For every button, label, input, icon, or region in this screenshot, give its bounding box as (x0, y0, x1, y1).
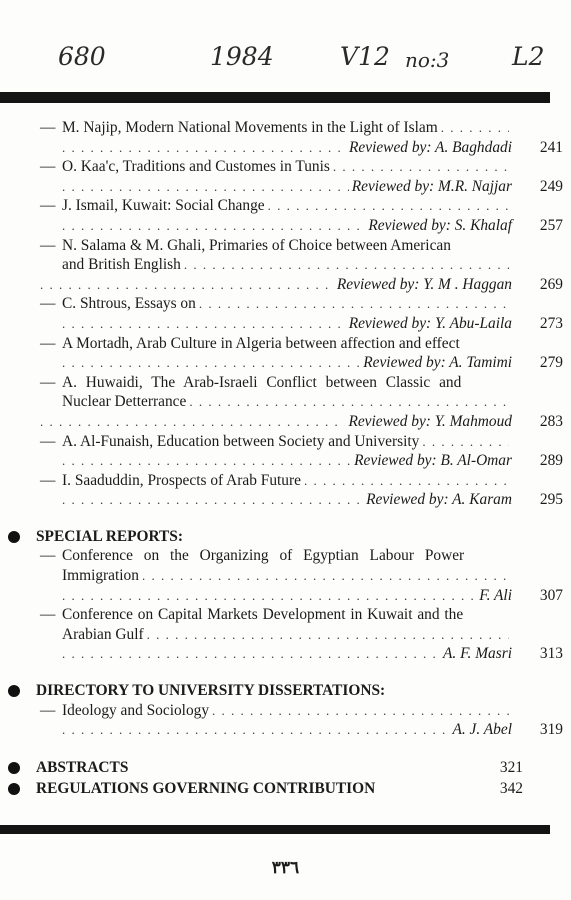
reviewer-line (40, 412, 563, 432)
dot-leader (441, 118, 509, 138)
report-author-line (40, 586, 563, 606)
top-rule (0, 92, 550, 103)
page-number: 283 (539, 412, 563, 430)
dash: — (40, 471, 56, 489)
review-title-cont: and British English (62, 256, 181, 274)
reviewer-name: Reviewed by: A. Baghdadi (349, 138, 512, 156)
review-entry (40, 471, 563, 510)
dash: — (40, 119, 56, 136)
review-title-line (40, 334, 512, 354)
report-title-cont: Immigration (62, 567, 139, 585)
page-number: 319 (539, 721, 563, 739)
review-author-title: M. Najip, Modern National Movements in the Light of Islam (62, 119, 438, 136)
report-title-line (40, 546, 512, 566)
dot-leader (62, 720, 449, 740)
directory-author: A. J. Abel (452, 721, 512, 739)
page-number: 342 (499, 780, 523, 798)
report-author: F. Ali (479, 586, 512, 604)
review-title-line (40, 471, 512, 491)
review-title-line (40, 118, 512, 138)
reviewer-name: Reviewed by: M.R. Najjar (351, 177, 512, 195)
handwritten-code: 680 (58, 42, 106, 71)
section-heading: REGULATIONS GOVERNING CONTRIBUTION (36, 780, 376, 798)
dot-leader (333, 157, 509, 177)
dash: — (40, 158, 56, 176)
reviewer-name: Reviewed by: A. Karam (366, 491, 512, 509)
page-number: 273 (539, 314, 563, 332)
review-title-line (40, 294, 512, 314)
page-number: 321 (499, 758, 523, 776)
review-author-title: C. Shtrous, Essays on (62, 295, 196, 313)
section-heading: SPECIAL REPORTS: (36, 527, 183, 545)
dash: — (40, 197, 56, 215)
dash: — (40, 432, 56, 450)
review-author-title: N. Salama & M. Ghali, Primaries of Choice between American (62, 236, 451, 254)
dot-leader (184, 255, 509, 275)
reviewer-line (40, 216, 563, 236)
bullet-icon (8, 783, 20, 795)
dot-leader (62, 177, 349, 197)
dot-leader (304, 471, 509, 491)
review-title-line (40, 236, 512, 256)
dot-leader (62, 586, 476, 606)
review-title-cont: Nuclear Detterrance (62, 393, 187, 411)
report-title: Conference on the Organizing of Egyptian Labour Power (62, 547, 465, 565)
reviewer-line (40, 353, 563, 373)
reviewer-name: Reviewed by: Y. M . Haggan (336, 275, 512, 293)
reviewer-line (40, 177, 563, 197)
dash: — (40, 606, 56, 624)
bullet-icon (8, 531, 20, 543)
dot-leader (62, 490, 363, 510)
dot-leader (62, 451, 351, 471)
abstracts-section (0, 758, 571, 778)
dot-leader (142, 566, 509, 586)
dash: — (40, 295, 56, 313)
report-entry (40, 605, 563, 664)
review-title-line (40, 196, 512, 216)
page-number: 241 (539, 138, 563, 156)
reviewer-line (40, 275, 563, 295)
reviewer-name: Reviewed by: Y. Mahmoud (348, 412, 512, 430)
review-entry (40, 334, 563, 373)
handwritten-number: no:3 (405, 48, 450, 72)
reviewer-line (40, 138, 563, 158)
review-title-line (40, 432, 512, 452)
directory-author-line (40, 720, 563, 740)
review-author-title: O. Kaa'c, Traditions and Customes in Tunis (62, 158, 330, 176)
review-title-continuation (40, 392, 512, 412)
table-of-contents (0, 118, 571, 799)
page-number: 307 (539, 586, 563, 604)
review-entry (40, 432, 563, 471)
page-number: 279 (539, 354, 563, 372)
review-title-continuation (40, 255, 512, 275)
dot-leader (268, 196, 509, 216)
review-entry (40, 157, 563, 196)
page-number: 249 (539, 177, 563, 195)
directory-section (0, 681, 571, 740)
review-title-line (40, 373, 512, 393)
reviewer-name: Reviewed by: Y. Abu-Laila (348, 314, 512, 332)
page-number: 269 (539, 275, 563, 293)
dash: — (40, 236, 56, 254)
page-number: 257 (539, 216, 563, 234)
review-author-title: J. Ismail, Kuwait: Social Change (62, 197, 265, 215)
dot-leader (62, 314, 346, 334)
review-author-title: A Mortadh, Arab Culture in Algeria between affection and effect (62, 334, 460, 352)
reviewer-line (40, 451, 563, 471)
bullet-icon (8, 762, 20, 774)
dot-leader (189, 392, 509, 412)
review-entry (40, 118, 563, 157)
reviewer-line (40, 314, 563, 334)
reviewer-name: Reviewed by: A. Tamimi (363, 354, 512, 372)
dot-leader (62, 353, 360, 373)
dot-leader (62, 138, 346, 158)
section-heading: DIRECTORY TO UNIVERSITY DISSERTATIONS: (36, 682, 386, 700)
dot-leader (40, 412, 345, 432)
dash: — (40, 701, 56, 719)
handwritten-volume: V12 (340, 42, 390, 71)
reviewer-line (40, 490, 563, 510)
dot-leader (212, 701, 509, 721)
review-author-title: I. Saaduddin, Prospects of Arab Future (62, 471, 301, 489)
special-reports-section (0, 527, 571, 664)
dot-leader (422, 432, 509, 452)
regulations-section (0, 779, 571, 799)
dot-leader (147, 625, 509, 645)
report-author: A. F. Masri (443, 645, 512, 663)
reviewer-name: Reviewed by: B. Al-Omar (354, 452, 512, 470)
review-entry (40, 294, 563, 333)
report-title: Conference on Capital Markets Development in Kuwait and the (62, 606, 464, 624)
handwritten-mark: L2 (512, 42, 545, 71)
page-number: 313 (539, 645, 563, 663)
bottom-rule (0, 825, 550, 834)
report-title-cont: Arabian Gulf (62, 625, 144, 643)
directory-item: Ideology and Sociology (62, 701, 210, 719)
review-title-line (40, 157, 512, 177)
review-entry (40, 196, 563, 235)
report-entry (40, 546, 563, 605)
directory-entry (40, 701, 563, 740)
report-title-continuation (40, 566, 512, 586)
dot-leader (40, 275, 334, 295)
dash: — (40, 334, 56, 352)
review-entry (40, 236, 563, 295)
report-title-line (40, 605, 512, 625)
review-author-title: A. Huwaidi, The Arab-Israeli Conflict between Classic and (62, 373, 462, 391)
page-number: 289 (539, 452, 563, 470)
footer-page-number: ٣٣٦ (271, 858, 300, 877)
report-author-line (40, 644, 563, 664)
dash: — (40, 547, 56, 565)
page-number: 295 (539, 491, 563, 509)
dash: — (40, 373, 56, 391)
review-author-title: A. Al-Funaish, Education between Society and University (62, 432, 420, 450)
review-entry (40, 373, 563, 432)
handwritten-year: 1984 (210, 42, 274, 71)
dot-leader (62, 216, 365, 236)
section-heading: ABSTRACTS (36, 758, 129, 776)
directory-title-line (40, 701, 512, 721)
dot-leader (62, 644, 440, 664)
bullet-icon (8, 685, 20, 697)
report-title-continuation (40, 625, 512, 645)
dot-leader (199, 294, 509, 314)
reviewer-name: Reviewed by: S. Khalaf (368, 216, 512, 234)
